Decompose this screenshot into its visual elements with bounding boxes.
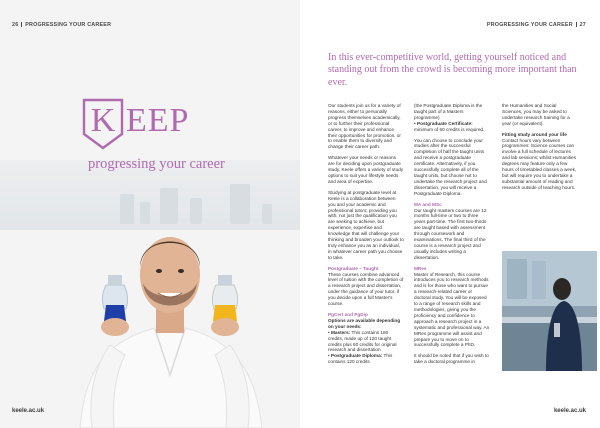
subheading: MRes [414, 265, 427, 271]
paragraph: These courses combine advanced level of tuition with the completion of a research project and dissertation, under the guidance of your tutor, if you decide upon a full Master's course. [328, 271, 404, 307]
list-item: • Masters: This contains 180 credits, made up of 120 taught credits plus 60 credits for original research and dissertation [328, 329, 397, 353]
subheading: Postgraduate – Taught [328, 265, 379, 271]
paragraph: Whatever your needs or reasons are for deciding upon postgraduate study, Keele offers a variety of study options to suit your lifestyle needs and area of expertise. [328, 155, 404, 184]
subheading: Fitting study around your life [502, 131, 567, 137]
footer-url-right[interactable]: keele.ac.uk [553, 408, 586, 414]
subheading: PgCert and PgDip [328, 312, 368, 317]
running-head-right: PROGRESSING YOUR CAREER 27 [486, 22, 586, 28]
list-item: • Postgraduate Certificate: minimum of 60 credits is required. [414, 120, 485, 132]
paragraph: Studying at postgraduate level at Keele is a collaboration between you and your academic and professional tutors; providing you with, not just the qualification you are seeking to achieve, but experience, expertise and knowledge that will challenge your thinking and broaden your outlook to truly enhance you as an individual, in whatever career path you choose to take. [328, 189, 404, 260]
footer-url-left[interactable]: keele.ac.uk [12, 408, 45, 414]
text-column-3 [502, 103, 578, 196]
running-head-left: 26 PROGRESSING YOUR CAREER [12, 22, 112, 28]
paragraph: the Humanities and Social Sciences, you may be asked to undertake research training for a year (or equivalent). [502, 103, 570, 126]
paragraph: Contact hours vary between programmes: Science courses can involve a full schedule of lectures and lab sessions; whilst Humanities degrees may feature only a few hours of timetabled classes a week, but will require you to undertake a substantial amount of reading and research outside of teaching hours. [502, 137, 577, 190]
paragraph: You can choose to conclude your studies after the successful completion of half the taught units and receive a postgraduate certificate. Alternatively, if you successfully complete all of the taught units, but choose not to undertake the research project and dissertation, you will receive a Postgraduate Diploma. [414, 137, 487, 196]
paragraph: It should be noted that if you wish to take a doctoral programme in [414, 353, 489, 365]
logo-tagline: progressing your career [88, 156, 225, 172]
logo-letter-k: K [90, 102, 116, 139]
logo-word: EEP [126, 102, 190, 139]
subheading: MA and MSc [414, 201, 442, 207]
paragraph: Our students join us for a variety of reasons, either to personally progress themselves academically, or to further their professional career, to improve and enhance their opportunities for promotion, or to enable them to diversify and change their career path. [328, 103, 401, 150]
text-column-1 [328, 103, 404, 365]
lead-text: Options are available depending on your needs: [328, 317, 401, 329]
lab-photo [502, 251, 597, 371]
text-column-2 [414, 103, 490, 370]
list-item: • Postgraduate Diploma: This contains 120 credits [328, 353, 393, 365]
paragraph: (the Postgraduate Diploma is the taught part of a Masters programme) [414, 103, 483, 120]
scientist-photo [40, 205, 300, 428]
right-page [300, 0, 600, 428]
intro-text: In this ever-competitive world, getting yourself noticed and standing out from the crowd is becoming more important than ever. [328, 52, 577, 88]
paragraph: Our taught masters courses are 12 months full-time or two to three years part-time. The first two-thirds are taught based with assessment through coursework and examinations. The final third of the course is a research project and usually includes writing a dissertation. [414, 207, 487, 260]
paragraph: Master of Research, this course introduces you to research methods and is for those who want to pursue a research-related career or doctoral study. You will be exposed to a range of research skills and methodologies, giving you the proficiency and confidence to approach a research project in a systematic and professional way. An MRes programme will assist and prepare you to move on to successfully complete a PhD. [414, 271, 490, 348]
